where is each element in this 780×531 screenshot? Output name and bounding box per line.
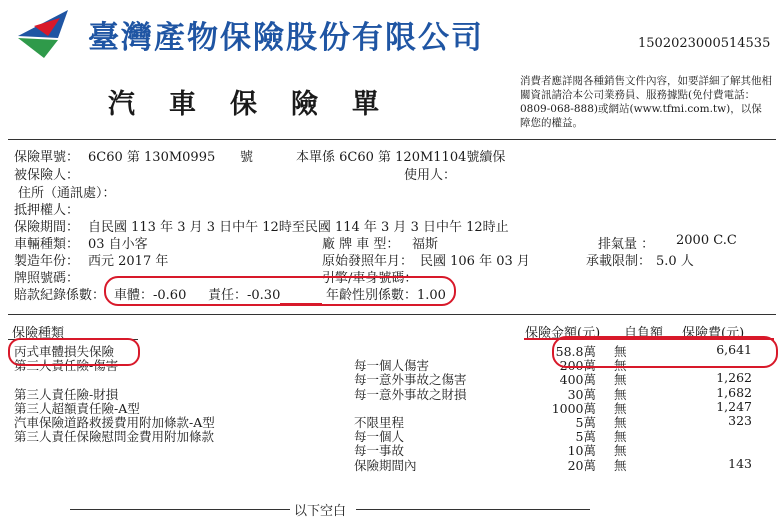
displacement-value: 2000 C.C: [676, 233, 737, 248]
claims-factor-body: 車體：-0.60: [114, 288, 187, 303]
factor-annotation-ring: [104, 276, 456, 306]
coverage-premium: 1,247: [716, 398, 752, 414]
section-divider: [8, 314, 776, 315]
col-header-type: 保險種類: [12, 326, 65, 341]
document-title: 汽車保險單: [108, 89, 413, 120]
manufacture-year-label: 製造年份：: [14, 254, 80, 269]
coverage-premium: 1,262: [716, 370, 752, 386]
claims-factor-label: 賠款紀錄係數：: [14, 288, 106, 303]
age-gender-factor: 年齡性別係數：1.00: [326, 288, 446, 303]
coverage-amount: 20萬: [567, 457, 596, 473]
coverage-item: 每一事故: [354, 443, 405, 459]
coverage-amount: 5萬: [575, 415, 596, 430]
coverage-deductible: 無: [614, 344, 627, 359]
coverage-name: 第三人責任險-財損: [14, 386, 119, 402]
period-value: 自民國 113 年 3 月 3 日中午 12時至民國 114 年 3 月 3 日中午 12時止: [88, 220, 509, 235]
user-label: 使用人：: [404, 168, 457, 183]
coverage-deductible: 無: [614, 457, 627, 473]
coverage-item: 保險期間內: [354, 457, 417, 473]
brand-label: 廠 牌 車 型：: [322, 237, 400, 252]
coverage-item: 每一個人: [354, 429, 405, 445]
coverage-amount-annotation-ring: [552, 336, 778, 368]
coverage-name: 第三人責任保險慰問金費用附加條款: [14, 429, 215, 445]
coverage-deductible: 無: [614, 400, 627, 416]
coverage-amount: 30萬: [567, 386, 596, 402]
coverage-name: 汽車保險道路救援費用附加條款-A型: [14, 415, 215, 430]
engine-number-label: 引擎/車身號碼：: [322, 271, 418, 286]
policy-number-suffix: 號: [240, 150, 254, 165]
coverage-premium: 323: [728, 413, 752, 428]
plate-label: 牌照號碼：: [14, 271, 80, 286]
policy-number-label: 保險單號：: [14, 150, 80, 165]
col-header-amount: 保險金額(元): [525, 326, 601, 341]
capacity-value: 5.0 人: [656, 254, 694, 269]
coverage-amount: 400萬: [559, 372, 596, 388]
coverage-name: 丙式車體損失保險: [14, 344, 115, 359]
coverage-premium: 143: [728, 455, 752, 471]
coverage-amount: 58.8萬: [555, 344, 596, 359]
capacity-label: 承載限制：: [586, 254, 652, 269]
coverage-item: 每一個人傷害: [354, 358, 430, 374]
coverage-amount: 200萬: [559, 358, 596, 374]
coverage-deductible: 無: [614, 386, 627, 402]
coverage-premium: 6,641: [716, 342, 752, 357]
coverage-amount: 1000萬: [551, 400, 596, 416]
company-logo-icon: [14, 8, 76, 60]
coverage-name: 第三人責任險-傷害: [14, 358, 119, 374]
consumer-notice: 消費者應詳閱各種銷售文件內容，如要詳細了解其他相關資訊請洽本公司業務員、服務據點(免付費電話：0809-068-888)或網站(www.tfmi.com.tw)，以保障您的權益。: [520, 75, 772, 129]
first-registration-value: 民國 106 年 03 月: [420, 254, 530, 269]
coverage-name: 第三人超額責任險-A型: [14, 400, 140, 416]
period-label: 保險期間：: [14, 220, 80, 235]
coverage-name-annotation-ring: [8, 338, 140, 366]
header-divider: [8, 139, 776, 140]
manufacture-year-value: 西元 2017 年: [88, 254, 169, 269]
first-registration-label: 原始發照年月：: [322, 254, 414, 269]
coverage-item: 不限里程: [354, 415, 405, 430]
company-name: 臺灣產物保險股份有限公司: [88, 20, 484, 56]
col-header-premium: 保險費(元): [682, 326, 745, 341]
blank-below-label: 以下空白: [294, 504, 347, 519]
vehicle-type-value: 03 自小客: [88, 237, 148, 252]
coverage-deductible: 無: [614, 443, 627, 459]
displacement-label: 排氣量 ：: [598, 237, 655, 252]
brand-value: 福斯: [412, 237, 439, 252]
insured-label: 被保險人：: [14, 168, 80, 183]
coverage-deductible: 無: [614, 358, 627, 374]
footer-rule-left: [70, 509, 290, 510]
document-number: 1502023000514535: [638, 36, 771, 51]
coverage-item: 每一意外事故之財損: [354, 386, 467, 402]
coverage-item: 每一意外事故之傷害: [354, 372, 467, 388]
factor-annotation-stroke: [280, 303, 322, 305]
policy-number-value: 6C60 第 130M0995: [88, 150, 216, 165]
claims-factor-liability: 責任：-0.30: [208, 288, 281, 303]
mortgagee-label: 抵押權人：: [14, 203, 80, 218]
coverage-amount: 10萬: [567, 443, 596, 459]
coverage-amount: 5萬: [575, 429, 596, 445]
footer-rule-right: [356, 509, 590, 510]
coverage-deductible: 無: [614, 372, 627, 388]
coverage-deductible: 無: [614, 429, 627, 445]
coverage-premium: 1,682: [716, 384, 752, 400]
coverage-deductible: 無: [614, 415, 627, 430]
renewal-note: 本單係 6C60 第 120M1104號續保: [296, 150, 506, 165]
vehicle-type-label: 車輛種類：: [14, 237, 80, 252]
address-label: 住所（通訊處）：: [18, 186, 116, 201]
col-header-deductible: 自負額: [624, 326, 664, 341]
